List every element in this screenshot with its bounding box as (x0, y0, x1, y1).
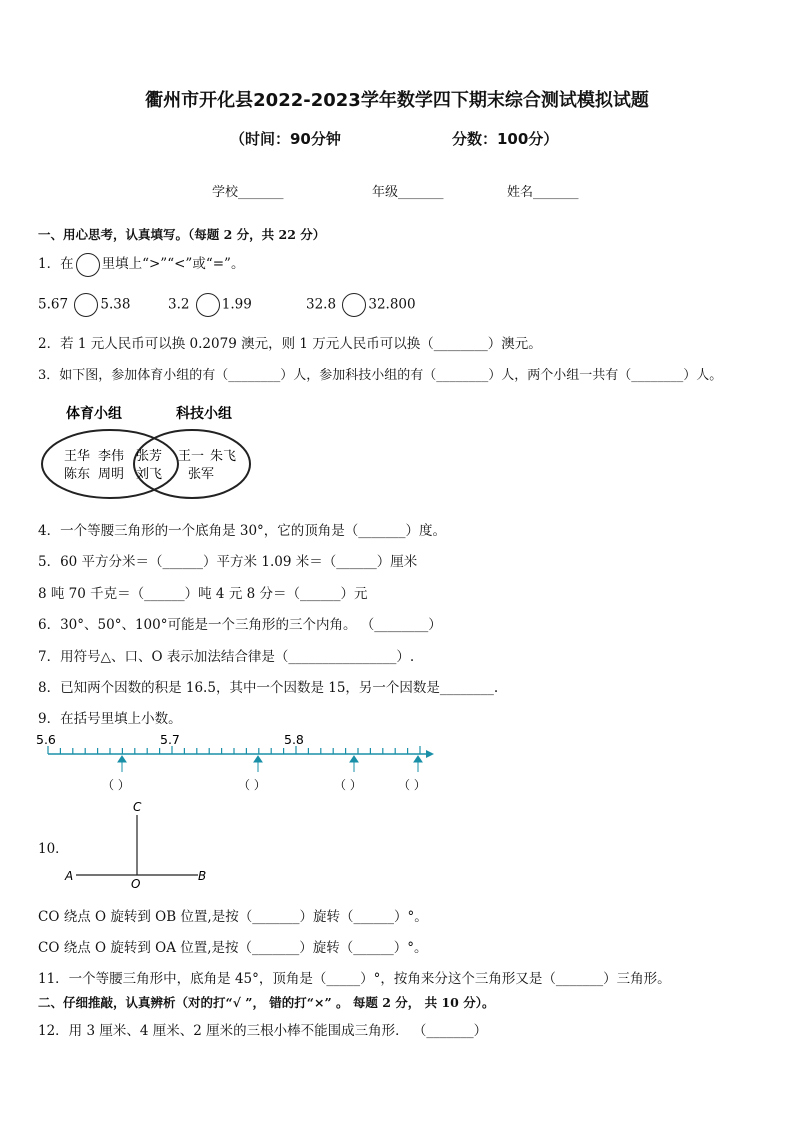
q1-item: 5.67 5.38 (38, 293, 130, 317)
question-3: 3．如下图，参加体育小组的有（________）人，参加科技小组的有（________）人，两个小组一共有（________）人。 (38, 368, 723, 383)
q1-item: 32.8 32.800 (306, 293, 416, 317)
point-c-label: C (133, 800, 142, 814)
question-10-line1: CO 绕点 O 旋转到 OB 位置,是按（_______）旋转（______）°。 (38, 909, 428, 925)
answer-blank: （ ） (334, 778, 362, 792)
school-field: 学校_______ (212, 185, 284, 200)
point-b-label: B (198, 869, 207, 883)
venn-name: 王华 (64, 449, 91, 464)
point-o-label: O (131, 877, 141, 891)
venn-name: 周明 (98, 467, 125, 482)
venn-name: 张军 (188, 467, 215, 482)
arrow-right-icon (426, 750, 434, 758)
venn-diagram (38, 398, 258, 508)
section-2-heading: 二、仔细推敲，认真辨析（对的打“√ ”， 错的打“×” 。 每题 2 分， 共 10 分）。 (38, 995, 495, 1010)
rotation-figure (60, 797, 220, 893)
number-line-ticks (48, 746, 420, 754)
venn-name: 朱飞 (210, 449, 237, 464)
venn-name: 张芳 (136, 449, 163, 464)
venn-name: 李伟 (98, 449, 125, 464)
compare-circle (342, 293, 366, 317)
exam-score: 分数：100分） (452, 130, 559, 148)
answer-blank: （ ） (238, 778, 266, 792)
tick-label: 5.8 (284, 732, 304, 747)
q1-prefix: 1．在 (38, 256, 74, 272)
point-a-label: A (65, 869, 74, 883)
question-5b: 8 吨 70 千克＝（______）吨 4 元 8 分＝（______）元 (38, 586, 368, 602)
question-4: 4．一个等腰三角形的一个底角是 30°，它的顶角是（_______）度。 (38, 523, 447, 539)
sports-group-circle (42, 430, 178, 498)
q1-suffix: 里填上“>”“<”或“=”。 (101, 256, 245, 272)
q1-item: 3.2 1.99 (168, 293, 252, 317)
question-10-number: 10． (38, 841, 69, 857)
answer-blank: （ ） (398, 778, 426, 792)
pointer-arrows (118, 756, 422, 772)
question-10-line2: CO 绕点 O 旋转到 OA 位置,是按（_______）旋转（______）°。 (38, 940, 428, 956)
question-5a: 5．60 平方分米＝（______）平方米 1.09 米＝（______）厘米 (38, 554, 418, 570)
question-6: 6．30°、50°、100°可能是一个三角形的三个内角。 （________） (38, 617, 442, 633)
compare-circle (76, 253, 100, 277)
venn-left-title: 体育小组 (66, 406, 122, 422)
number-line (34, 730, 444, 798)
venn-name: 刘飞 (136, 467, 163, 482)
tick-label: 5.7 (160, 732, 180, 747)
grade-field: 年级_______ (372, 185, 444, 200)
venn-name: 王一 (178, 449, 205, 464)
question-8: 8．已知两个因数的积是 16.5，其中一个因数是 15，另一个因数是________. (38, 680, 499, 696)
venn-name: 陈东 (64, 467, 91, 482)
question-2: 2．若 1 元人民币可以换 0.2079 澳元，则 1 万元人民币可以换（________）澳元。 (38, 336, 542, 352)
question-12: 12．用 3 厘米、4 厘米、2 厘米的三根小棒不能围成三角形． （_______） (38, 1023, 488, 1039)
name-field: 姓名_______ (507, 185, 579, 200)
page-title: 衢州市开化县2022-2023学年数学四下期末综合测试模拟试题 (145, 90, 649, 111)
answer-blank: （ ） (102, 778, 130, 792)
section-1-heading: 一、用心思考，认真填写。（每题 2 分，共 22 分） (38, 227, 326, 242)
tick-label: 5.6 (36, 732, 56, 747)
question-11: 11．一个等腰三角形中，底角是 45°，顶角是（_____）°，按角来分这个三角形又是（_______）三角形。 (38, 971, 671, 987)
question-9: 9．在括号里填上小数。 (38, 711, 182, 727)
question-1 (38, 252, 244, 277)
compare-circle (74, 293, 98, 317)
exam-time: （时间：90分钟 (230, 130, 341, 148)
question-7: 7．用符号△、口、O 表示加法结合律是（________________）. (38, 649, 415, 665)
compare-circle (196, 293, 220, 317)
venn-right-title: 科技小组 (176, 406, 232, 422)
science-group-circle (134, 430, 250, 498)
